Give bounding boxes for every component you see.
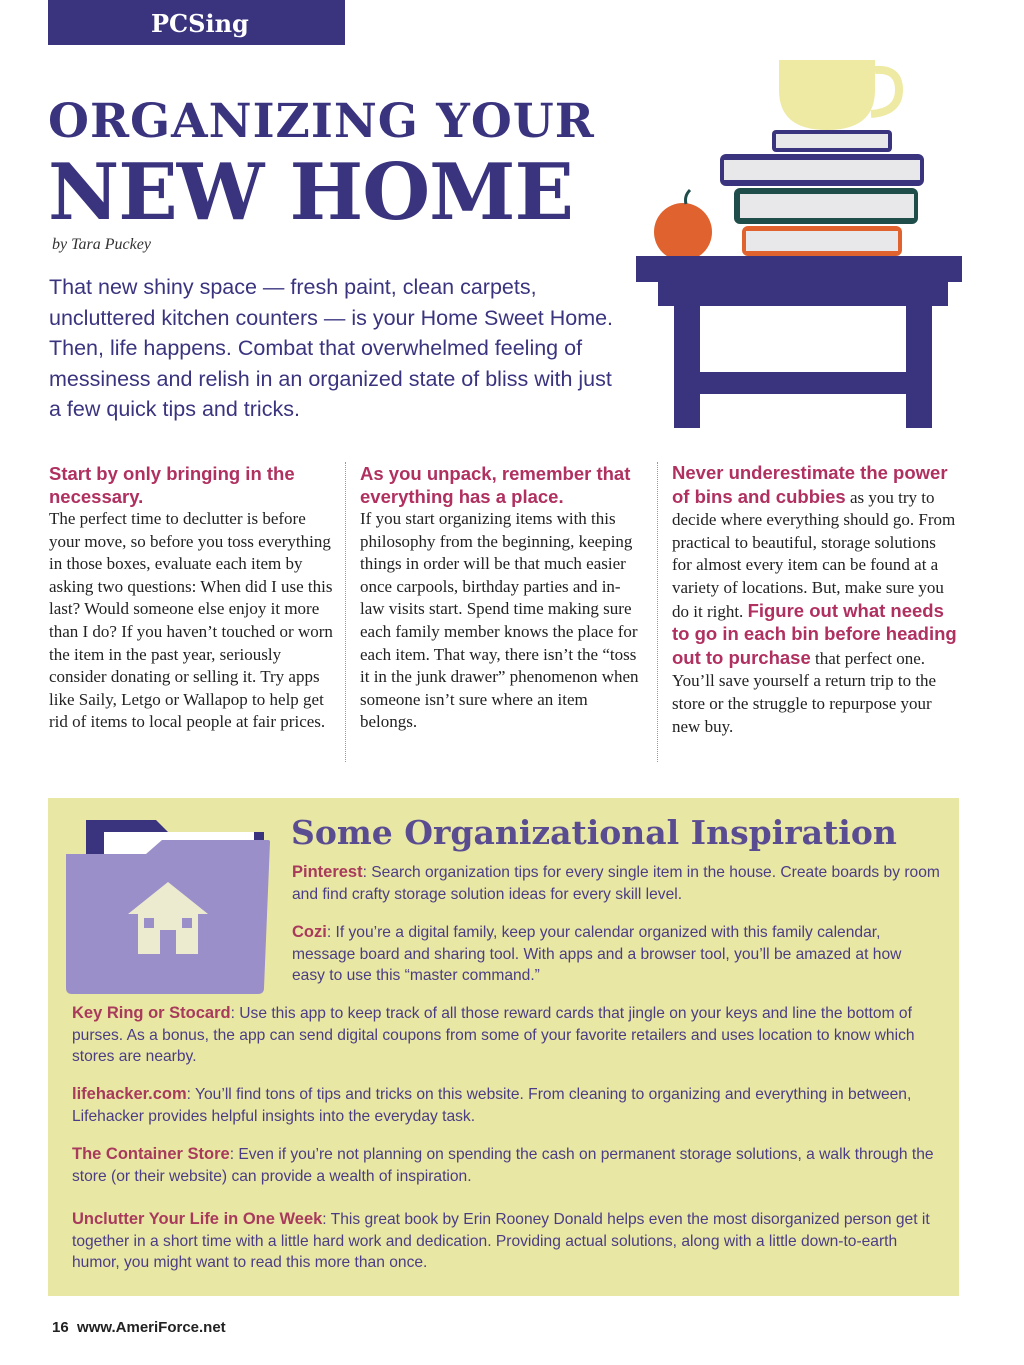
footer-site: www.AmeriForce.net [77, 1319, 226, 1336]
item-label: Cozi [292, 923, 327, 941]
item-text: : You’ll find tons of tips and tricks on this website. From cleaning to organizing and everything in between, Lifehacker provides helpful insights into the everyday task. [72, 1086, 912, 1125]
item-text: : Use this app to keep track of all those reward cards that jingle on your keys and line the bottom of purses. As a bonus, the app can send digital coupons from some of your favorite retailers and uses location to know which stores are nearby. [72, 1005, 915, 1066]
item-label: Unclutter Your Life in One Week [72, 1210, 323, 1228]
inspiration-title: Some Organizational Inspiration [291, 813, 897, 852]
item-text: : Even if you’re not planning on spending the cash on permanent storage solutions, a walk through the store (or their website) can provide a wealth of inspiration. [72, 1146, 934, 1185]
table-books-illustration [636, 56, 964, 428]
column-3-body-2: that perfect one. You’ll save yourself a return trip to the store or the struggle to repurpose your new buy. [672, 648, 937, 736]
item-label: lifehacker.com [72, 1085, 187, 1103]
inspiration-item-pinterest [292, 862, 944, 905]
footer [52, 1319, 226, 1336]
title-line-1: ORGANIZING YOUR [48, 94, 595, 149]
inspiration-item-container-store [72, 1144, 938, 1187]
item-text: : Search organization tips for every single item in the house. Create boards by room and find crafty storage solution ideas for every skill level. [292, 864, 940, 903]
folder-house-icon [66, 820, 270, 994]
column-1 [49, 462, 334, 734]
column-divider [657, 462, 658, 762]
column-1-heading: Start by only bringing in the necessary. [49, 463, 295, 507]
mug-icon [779, 60, 875, 130]
apple-icon [654, 203, 712, 261]
item-label: Pinterest [292, 863, 363, 881]
item-text: : If you’re a digital family, keep your calendar organized with this family calendar, message board and sharing tool. With apps and a browser tool, you’ll be amazed at how easy to use this “master command.” [292, 924, 902, 985]
inspiration-item-lifehacker [72, 1084, 938, 1127]
page-number: 16 [52, 1319, 69, 1336]
column-2-heading: As you unpack, remember that everything has a place. [360, 463, 631, 507]
inspiration-item-cozi [292, 922, 932, 987]
column-3-heading: Never underestimate the power of bins and cubbies [672, 462, 948, 507]
inspiration-item-unclutter-book [72, 1209, 938, 1274]
column-3-highlight: Figure out what needs to go in each bin before heading out to purchase [672, 599, 957, 668]
intro-paragraph: That new shiny space — fresh paint, clean carpets, uncluttered kitchen counters — is your Home Sweet Home. Then, life happens. Combat that overwhelmed feeling of messiness and relish in an organized state of bliss with just a few quick tips and tricks. [49, 275, 614, 421]
column-1-body: The perfect time to declutter is before your move, so before you toss everything in those boxes, evaluate each item by asking two questions: When did I use this last? Would someone else enjoy it more than I do? If you haven’t touched or worn the item in the past year, seriously consider donating or selling it. Try apps like Saily, Letgo or Wallapop to help get rid of items to local people at fair prices. [49, 509, 333, 732]
byline: by Tara Puckey [52, 236, 151, 253]
section-tab: PCSing [48, 0, 345, 45]
inspiration-item-keyring [72, 1003, 938, 1068]
column-2 [360, 462, 645, 734]
column-2-body: If you start organizing items with this philosophy from the beginning, keeping things in order will be that much easier once carpools, birthday parties and in-law visits start. Spend time making sure each family member knows the place for each item. That way, there isn’t the “toss it in the junk drawer” phenomenon when someone isn’t sure where an item belongs. [360, 509, 639, 732]
item-text: : This great book by Erin Rooney Donald helps even the most disorganized person get it together in a short time with a little hard work and dedication. Providing actual solutions, along with a little down-to-earth humor, you might want to read this more than once. [72, 1211, 930, 1272]
column-3 [672, 462, 957, 738]
column-3-body-1: as you try to decide where everything should go. From practical to beautiful, storage solutions for almost every item can be found at a variety of locations. But, make sure you do it right. [672, 487, 956, 621]
item-label: Key Ring or Stocard [72, 1004, 231, 1022]
item-label: The Container Store [72, 1145, 230, 1163]
title-line-2: NEW HOME [48, 147, 573, 238]
table-icon [636, 256, 962, 282]
column-divider [345, 462, 346, 762]
